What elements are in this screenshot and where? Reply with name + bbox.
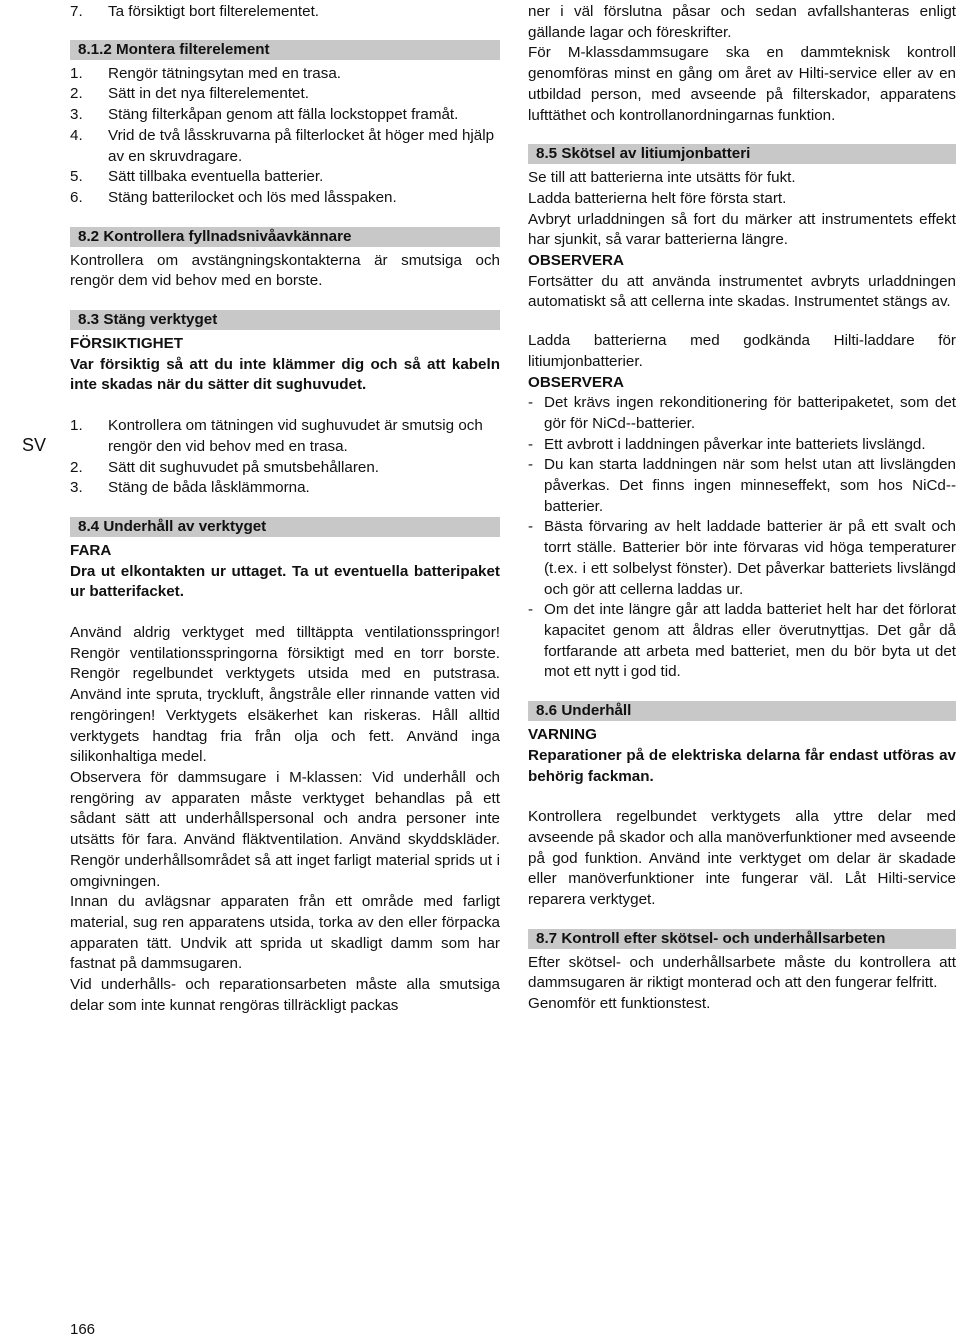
list-item: 5. Sätt tillbaka eventuella batterier. [70, 168, 324, 186]
paragraph-8-5-a: Se till att batterierna inte utsätts för fukt. [528, 169, 796, 187]
list-item: - Du kan starta laddningen när som helst utan att livslängden påverkas. Det finns ingen minneseffekt, som hos NiCd--batterier. [528, 456, 956, 515]
caution-label: FÖRSIKTIGHET [70, 335, 184, 353]
list-item: 1. Kontrollera om tätningen vid sughuvudet är smutsig och rengör den vid behov med en trasa. [70, 417, 483, 455]
section-heading-8-5: 8.5 Skötsel av litiumjonbatteri [528, 144, 956, 164]
list-8-1-2 [70, 64, 500, 209]
list-item: - Ett avbrott i laddningen påverkar inte batteriets livslängd. [528, 435, 926, 453]
list-item: 2. Sätt in det nya filterelementet. [70, 85, 309, 103]
list-item: - Bästa förvaring av helt laddade batterier är på ett svalt och torrt ställe. Batterier bör inte förvaras vid höga temperaturer (t.ex. i ett solbelyst fönster). Det påverkar batteriets livslängd och gör att cellerna laddas ur. [528, 518, 956, 598]
paragraph-m-class: För M-klassdammsugare ska en dammteknisk kontroll genomföras minst en gång om året av Hilti-service eller av en utbildad person, med avseende på filterskador, apparatens lufttäthet och kontrollanordningarnas funktion. [528, 44, 956, 124]
warning-label: VARNING [528, 726, 597, 744]
paragraph-8-7-a: Efter skötsel- och underhållsarbete måste du kontrollera att dammsugaren är riktigt monterad och att den fungerar felfritt. [528, 953, 956, 992]
section-heading-8-6: 8.6 Underhåll [528, 701, 956, 721]
section-heading-8-3: 8.3 Stäng verktyget [70, 310, 500, 330]
list-item: 6. Stäng batterilocket och lös med låsspaken. [70, 188, 397, 206]
list-item: 4. Vrid de två låsskruvarna på filterlocket åt höger med hjälp av en skruvdragare. [70, 126, 495, 165]
right-column [528, 0, 956, 1015]
paragraph-8-5-d: Ladda batterierna med godkända Hilti-laddare för litiumjonbatterier. [528, 332, 956, 370]
section-heading-8-1-2: 8.1.2 Montera filterelement [70, 40, 500, 60]
step-7 [70, 2, 500, 23]
section-heading-8-7: 8.7 Kontroll efter skötsel- och underhållsarbeten [528, 929, 956, 949]
paragraph-8-4-c: Innan du avlägsnar apparaten från ett område med farligt material, sug ren apparatens utsida, torka av den eller förpacka apparaten tätt. Undvik att sprida ut skadligt damm som har fastnat på dammsugaren. [70, 893, 500, 973]
list-item: 3. Stäng filterkåpan genom att fälla lockstoppet framåt. [70, 106, 459, 124]
danger-label: FARA [70, 541, 112, 559]
paragraph-8-4-a: Använd aldrig verktyget med tilltäppta ventilationsspringor! Rengör ventilationsspringorna försiktigt med en torr borste. Rengör regelbundet verktygets utsida med en putstrasa. Använd inte spruta, tryckluft, ångstråle eller rinnande vatten vid rengöringen! Verktygets elsäkerhet kan riskeras. Håll alltid verktygets handtag fria från olja och fett. Använd inga silikonhaltiga medel. [70, 624, 500, 766]
paragraph-8-4-d: Vid underhålls- och reparationsarbeten måste alla smutsiga delar som inte kunnat rengöras tillräckligt packas [70, 976, 500, 1014]
paragraph-8-2: Kontrollera om avstängningskontakterna är smutsiga och rengör dem vid behov med en borste. [70, 251, 500, 290]
danger-text: Dra ut elkontakten ur uttaget. Ta ut eventuella batteripaket ur batterifacket. [70, 562, 500, 601]
caution-text: Var försiktig så att du inte klämmer dig och så att kabeln inte skadas när du sätter dit sughuvudet. [70, 355, 500, 394]
paragraph-8-4-b: Observera för dammsugare i M-klassen: Vid underhåll och rengöring av apparaten måste verktyget behandlas på ett sådant sätt att underhållspersonal och andra personer inte utsätts för fara. Använd fläktventilation. Använd skyddskläder. Rengör underhållsområdet så att inget farligt material sprids ut i omgivningen. [70, 768, 500, 890]
section-heading-8-2: 8.2 Kontrollera fyllnadsnivåavkännare [70, 227, 500, 247]
list-item: 7. Ta försiktigt bort filterelementet. [70, 3, 320, 20]
note-label: OBSERVERA [528, 373, 624, 391]
paragraph-8-5-c: Avbryt urladdningen så fort du märker att instrumentets effekt har sjunkit, så varar batterierna längre. [528, 210, 956, 249]
section-heading-8-4: 8.4 Underhåll av verktyget [70, 517, 500, 537]
paragraph-8-7-b: Genomför ett funktionstest. [528, 995, 711, 1013]
note-label: OBSERVERA [528, 252, 624, 270]
language-tab: SV [22, 435, 47, 455]
page-number: 166 [70, 1321, 96, 1338]
note-text: Fortsätter du att använda instrumentet avbryts urladdningen automatiskt så att cellerna inte skadas. Instrumentet stängs av. [528, 272, 956, 311]
paragraph-8-6: Kontrollera regelbundet verktygets alla yttre delar med avseende på skador och alla manöverfunktioner med avseende på god funktion. Använd inte verktyget om delar är skadade eller manöverfunktioner inte fungerar väl. Låt Hilti-service reparera verktyget. [528, 808, 956, 909]
list-item: 1. Rengör tätningsytan med en trasa. [70, 64, 342, 82]
paragraph-continued: ner i väl förslutna påsar och sedan avfallshanteras enligt gällande lagar och föreskrifter. [528, 3, 956, 41]
list-8-3 [70, 416, 500, 499]
list-item: 2. Sätt dit sughuvudet på smutsbehållaren. [70, 458, 380, 476]
list-item: - Om det inte längre går att ladda batteriet helt har det förlorat kapacitet genom att åldras eller överutnyttjas. Det går då fortfarande att arbeta med batteriet, men du bör byta ut det mot ett nytt i god tid. [528, 601, 956, 681]
warning-text: Reparationer på de elektriska delarna får endast utföras av behörig fackman. [528, 746, 956, 785]
paragraph-8-5-b: Ladda batterierna helt före första start. [528, 189, 787, 207]
left-column [70, 0, 500, 1016]
battery-dash-list [528, 393, 956, 683]
list-item: 3. Stäng de båda låsklämmorna. [70, 479, 310, 497]
list-item: - Det krävs ingen rekonditionering för batteripaketet, som det gör för NiCd--batterier. [528, 394, 956, 432]
